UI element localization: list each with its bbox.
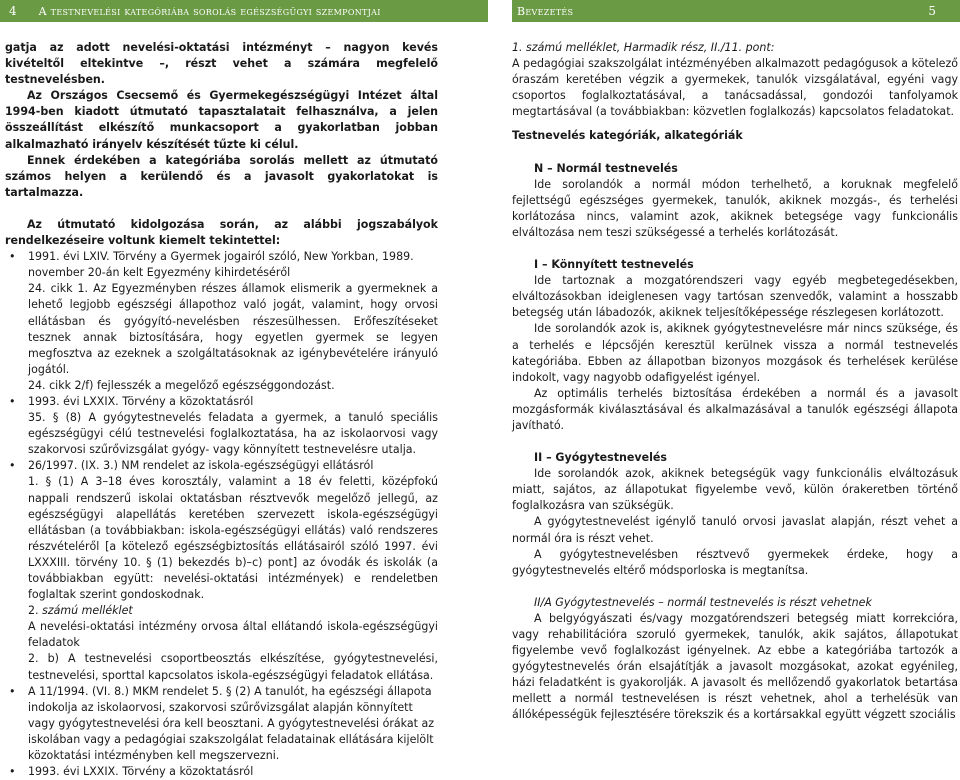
left-running-title: A testnevelési kategóriába sorolás egészségügyi szempontjai: [38, 4, 381, 18]
right-running-title: Bevezetés: [517, 4, 574, 18]
normal-category-heading: N – Normál testnevelés: [534, 161, 678, 175]
annex-reference-text: A pedagógiai szakszolgálat intézményében alkalmazott pedagógusok a kötelező óraszám keretében végzik a gyermekek, tanulók vizsgálatával, egyéni vagy csoportos foglalkoztatásával, a tanácsadással, gondozói tanfolyamok megtartásával (a továbbiakban: közvetlen foglalkozás) kapcsolatos feladatokat.: [512, 57, 958, 119]
right-page-number: 5: [928, 4, 936, 18]
left-page-header: [0, 0, 488, 22]
light-category-text-2: Ide sorolandók azok is, akiknek gyógytestnevelésre már nincs szüksége, és a terhelés e lépcsőjén keresztül kerülnek vissza a normál testnevelés kategóriába. Ebben az állapotban bizonyos mozgások és terhelések kerülése indokolt, vagy nagyobb odafigyelést igényel.: [512, 322, 958, 384]
intro-paragraph-1: gatja az adott nevelési-oktatási intézményt – nagyon kevés kivételtől eltekintve –, részt vehet a számára megfelelő testnevelésben.: [5, 41, 438, 87]
right-page-header: [512, 0, 960, 22]
law-3-annex-item: 2. b) A testnevelési csoportbeosztás elkészítése, gyógytestnevelési, testnevelési, sporttal kapcsolatos iskola-egészségügyi feladatok ellátása.: [28, 652, 438, 682]
law-bullet-2: • 1993. évi LXXIX. Törvény a közoktatásról: [5, 394, 438, 410]
law-3-annex-title: 2. számú melléklet: [28, 604, 133, 618]
subcategory-iia-heading: II/A Gyógytestnevelés – normál testnevelés is részt vehetnek: [534, 595, 872, 609]
law-3-section-1: 1. § (1) A 3–18 éves korosztály, valamint a 18 év feletti, középfokú nappali rendszerű iskolai oktatásban résztvevők megelőző jellegű, az egészségügyi alapellátás keretében szervezett iskola-egészségügyi ellátásban (a továbbiakban: iskola-egészségügyi ellátás) való rendszeres részvételéről [a kötelező egészségbiztosítás ellátásairól szóló 1997. évi LXXXIII. törvény 10. § (1) bekezdés b)–c) pont] az óvodák és iskolák (a továbbiakban együtt: nevelési-oktatási intézmények) e rendeletben foglaltak szerint gondoskodnak.: [28, 475, 438, 602]
law-bullet-5: • 1993. évi LXXIX. Törvény a közoktatásról: [5, 764, 438, 780]
intro-paragraph-3: Ennek érdekében a kategóriába sorolás mellett az útmutató számos helyen a kerülendő és a javasolt gyakorlatokat is tartalmazza.: [5, 153, 438, 199]
light-category-text-1: Ide tartoznak a mozgatórendszeri vagy egyéb megbetegedésekben, elváltozásokban ideiglenesen vagy tartósan szenvedők, valamint a hosszabb betegség után lábadozók, akiknek teljesítőképessége részlegesen korlátozott.: [512, 274, 958, 320]
annex-reference: 1. számú melléklet, Harmadik rész, II./11. pont:: [512, 41, 775, 54]
law-bullet-3: • 26/1997. (IX. 3.) NM rendelet az iskola-egészségügyi ellátásról: [5, 458, 438, 474]
therapeutic-category-text-1: Ide sorolandók azok, akiknek betegségük vagy funkcionális elváltozásuk miatt, sajátos, az állapotukat figyelembe vevő, külön órakeretben történő foglalkozásra van szükségük.: [512, 467, 958, 513]
law-2-section: 35. § (8) A gyógytestnevelés feladata a gyermek, a tanuló speciális egészségügyi célú testnevelési foglalkoztatása, ha az iskolaorvosi vagy szakorvosi szűrővizsgálat gyógy- vagy könnyített testnevelésre utalja.: [28, 411, 438, 457]
law-3-annex-subtitle: A nevelési-oktatási intézmény orvosa által ellátandó iskola-egészségügyi feladatok: [28, 620, 438, 650]
normal-category-text: Ide sorolandók a normál módon terhelhető, a koruknak megfelelő fejlettségű egészséges gyermekek, tanulók, akiknek mozgás-, és terhelési korlátozása nincs, valamint azok, akiknek betegsége vagy funkcionális elváltozása nem teszi szükségessé a terhelés korlátozását.: [512, 177, 958, 239]
laws-intro: Az útmutató kidolgozása során, az alábbi jogszabályok rendelkezéseire voltunk kiemelt tekintettel:: [5, 217, 438, 248]
light-category-heading: I – Könnyített testnevelés: [534, 258, 694, 272]
therapeutic-category-heading: II – Gyógytestnevelés: [534, 451, 667, 465]
therapeutic-category-text-2: A gyógytestnevelést igénylő tanuló orvosi javaslat alapján, részt vehet a normál óra is részt vehet.: [512, 515, 958, 545]
therapeutic-category-text-3: A gyógytestnevelésben résztvevő gyermekek érdeke, hogy a gyógytestnevelés eltérő módsporloska is megtanítsa.: [512, 547, 958, 577]
subcategory-iia-text: A belgyógyászati és/vagy mozgatórendszeri betegség miatt korrekcióra, vagy rehabilitációra szoruló gyermekek, tanulók, akik sajátos, állapotukat figyelembe vevő foglalkozást igényelnek. Az ebbe a kategóriába tartozók a gyógytestnevelés órán elsajátítják a javasolt mozgásokat, azokat egyénileg, házi feladatként is gyakorolják. A javasolt és mellőzendő gyakorlatok betartása mellett a normál testnevelésen is részt vehetnek, ahol a terhelésük van állóképességük fejlesztésére törekszik és a kortársakkal együtt végzett szociális: [512, 611, 958, 722]
left-column: [5, 40, 438, 780]
law-bullet-1: • 1991. évi LXIV. Törvény a Gyermek jogairól szóló, New Yorkban, 1989. november 20-án kelt Egyezmény kihirdetéséről: [5, 249, 438, 281]
right-column: [512, 40, 958, 724]
law-1-article-2: 24. cikk 2/f) fejlesszék a megelőző egészséggondozást.: [28, 378, 335, 392]
light-category-text-3: Az optimális terhelés biztosítása érdekében a normál és a javasolt mozgásformák kiválasztásával és alkalmazásával a tanulók egészségi állapota javítható.: [512, 386, 958, 432]
intro-paragraph-2: Az Országos Csecsemő és Gyermekegészségügyi Intézet által 1994-ben kiadott útmutató tapasztalatait felhasználva, a jelen összeállítást elkészítő munkacsoport a gyakorlatban jobban alkalmazható irányelv készítését tűzte ki célul.: [5, 89, 438, 151]
left-page-number: 4: [9, 4, 17, 18]
law-bullet-4: • A 11/1994. (VI. 8.) MKM rendelet 5. § (2) A tanulót, ha egészségi állapota indokolja az iskolaorvosi, szakorvosi szűrővizsgálat alapján könnyített vagy gyógytestnevelési óra kell beosztani. A gyógytestnevelési órákat az iskolában vagy a pedagógiai szakszolgálat feladatainak ellátására kijelölt közoktatási intézményben kell megszervezni.: [5, 684, 438, 764]
categories-heading: Testnevelés kategóriák, alkategóriák: [512, 129, 743, 143]
law-1-article-1: 24. cikk 1. Az Egyezményben részes államok elismerik a gyermeknek a lehető legjobb egészségi állapothoz való jogát, valamint, hogy orvosi ellátásban és gyógyító-nevelésben részesülhessen. Erőfeszítéseket tesznek annak biztosítására, hogy egyetlen gyermek se legyen megfosztva az ezeknek a szolgáltatásoknak az igénybevételére irányuló jogától.: [28, 282, 438, 376]
